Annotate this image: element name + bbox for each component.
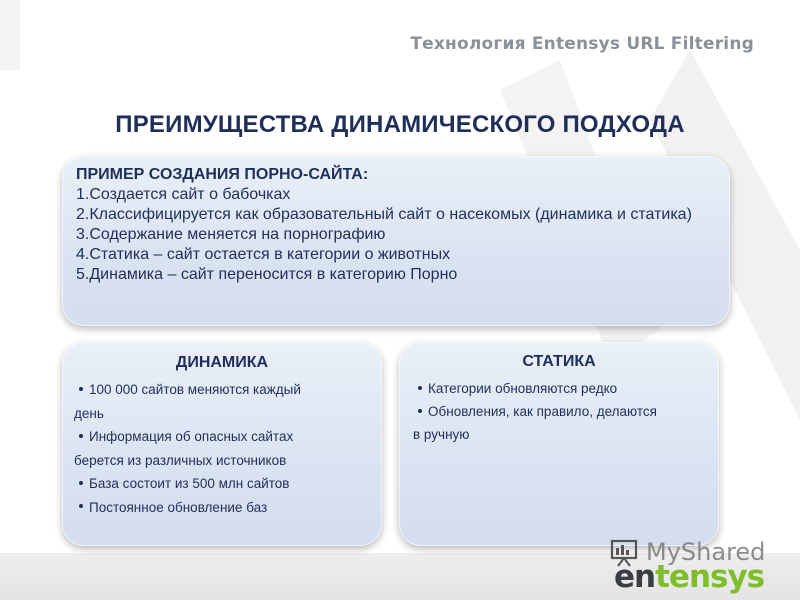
watermark-text: MyShared [646,538,766,566]
dynamics-title: ДИНАМИКА [175,354,269,371]
dynamics-card [62,342,382,546]
dynamics-item [74,378,370,402]
dynamics-item-continuation: берется из различных источников [74,452,287,468]
example-item: 5.Динамика – сайт переносится в категорию Порно [76,266,458,283]
dynamics-item [74,496,370,520]
example-item: 1.Создается сайт о бабочках [76,186,291,203]
dynamics-item [74,425,370,449]
dynamics-item-text: База состоит из 500 млн сайтов [89,476,290,491]
example-item: 4.Статика – сайт остается в категории о животных [76,246,451,263]
bullet-icon [79,481,83,485]
example-card [62,156,730,326]
example-item: 3.Содержание меняется на порнографию [76,226,386,243]
dynamics-item-continuation: день [74,405,104,421]
example-heading: ПРИМЕР СОЗДАНИЯ ПОРНО-САЙТА: [76,166,369,183]
dynamics-item-text: 100 000 сайтов меняются каждый [89,382,301,397]
logo-area [604,532,774,595]
dynamics-item-text: Информация об опасных сайтах [89,429,294,444]
entensys-logo: entensys [614,559,765,595]
bullet-icon [418,409,422,413]
bullet-icon [79,387,83,391]
statics-item-text: Категории обновляются редко [428,381,618,396]
slide-title: ПРЕИМУЩЕСТВА ДИНАМИЧЕСКОГО ПОДХОДА [115,111,685,138]
dynamics-item [74,472,370,496]
statics-title: СТАТИКА [522,353,596,370]
statics-item-continuation: в ручную [413,427,470,442]
statics-item-text: Обновления, как правило, делаются [428,404,657,419]
example-item: 2.Классифицируется как образовательный сайт о насекомых (динамика и статика) [76,206,692,223]
bullet-icon [79,434,83,438]
statics-card [399,342,719,546]
bullet-icon [418,386,422,390]
statics-item [413,400,705,423]
dynamics-item-text: Постоянное обновление баз [89,499,268,515]
bullet-icon [79,504,83,508]
header-title: Технология Entensys URL Filtering [410,34,754,54]
statics-item [413,377,705,400]
